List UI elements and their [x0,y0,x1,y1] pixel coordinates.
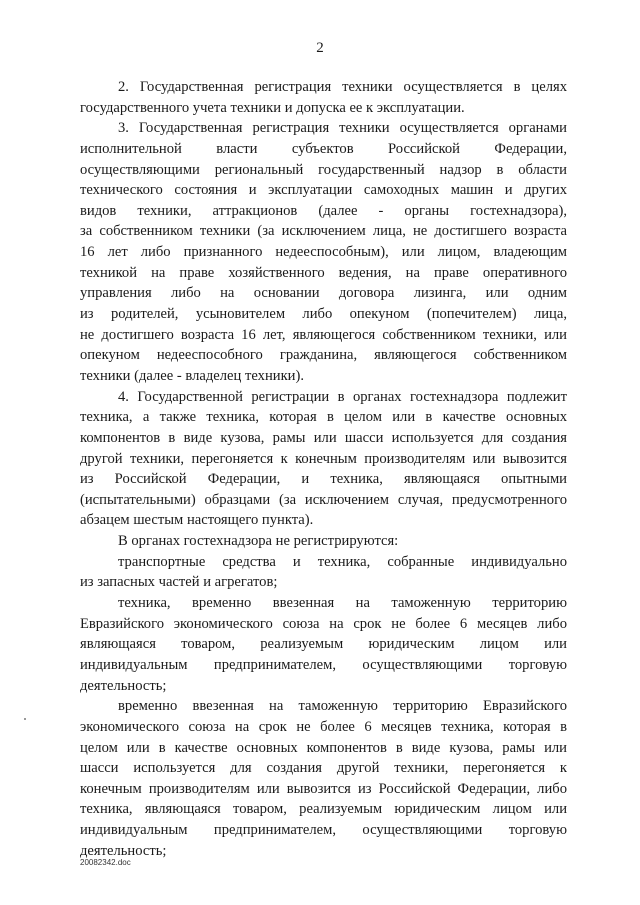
text-line: деятельность; [80,842,167,859]
paragraph [80,593,567,696]
paragraph [80,552,567,593]
text-line: конечным производителям или вывозится из Российской Федерации, либо [80,780,567,797]
text-line: техника, временно ввезенная на таможенную территорию [118,595,567,612]
text-line: 16 лет либо признанного недееспособным), или лицом, владеющим [80,244,567,261]
text-line: государственного учета техники и допуска ее к эксплуатации. [80,99,465,116]
text-line: из запасных частей и агрегатов; [80,574,278,591]
text-line: техника, а также техника, которая в целом или в качестве основных [80,409,567,426]
text-line: исполнительной власти субъектов Российской Федерации, [80,140,567,157]
text-line: В органах гостехнадзора не регистрируются: [118,533,399,550]
paragraph [80,531,567,552]
text-line: из родителей, усыновителем либо опекуном (попечителем) лица, [80,306,567,323]
text-line: 2. Государственная регистрация техники осуществляется в целях [118,79,567,95]
text-line: индивидуальным предпринимателем, осуществляющими торговую [80,656,567,673]
text-line: техника, являющаяся товаром, реализуемым юридическим лицом или [80,801,567,818]
text-line: индивидуальным предпринимателем, осуществляющими торговую [80,822,567,839]
text-line: из Российской Федерации, и техника, являющаяся опытными [80,471,567,488]
text-line: опекуном недееспособного гражданина, являющегося собственником [80,347,567,364]
text-line: деятельность; [80,677,167,694]
text-line: техники (далее - владелец техники). [80,367,304,384]
text-line: 4. Государственной регистрации в органах гостехнадзора подлежит [118,388,567,405]
text-line: шасси используется для создания другой техники, перегоняется к [80,760,567,777]
text-line: технического состояния и эксплуатации самоходных машин и других [80,182,567,199]
margin-mark [24,718,26,720]
text-line: являющаяся товаром, реализуемым юридическим лицом или [80,636,567,653]
text-line: управления либо на основании договора лизинга, или одним [80,285,567,302]
text-line: временно ввезенная на таможенную территорию Евразийского [118,698,567,715]
text-line: Евразийского экономического союза на срок не более 6 месяцев либо [80,615,567,632]
text-line: осуществляющими региональный государственный надзор в области [80,161,567,178]
paragraph [80,118,567,386]
text-line: компонентов в виде кузова, рамы или шасси используется для создания [80,429,567,446]
page-number: 2 [316,40,324,56]
paragraph [80,696,567,861]
text-line: за собственником техники (за исключением лица, не достигшего возраста [80,223,567,240]
paragraph [80,77,567,118]
text-line: не достигшего возраста 16 лет, являющегося собственником техники, или [80,326,567,343]
text-line: видов техники, аттракционов (далее - органы гостехнадзора), [80,202,567,219]
text-line: техникой на праве хозяйственного ведения, на праве оперативного [80,264,567,281]
text-line: целом или в качестве основных компонентов в виде кузова, рамы или [80,739,567,756]
document-body [80,77,567,861]
footer-file-code: 20082342.doc [80,858,131,867]
text-line: абзацем шестым настоящего пункта). [80,512,314,529]
text-line: 3. Государственная регистрация техники осуществляется органами [118,120,567,137]
text-line: (испытательными) образцами (за исключением случая, предусмотренного [80,491,567,508]
text-line: другой техники, перегоняется к конечным производителям или вывозится [80,450,567,467]
text-line: экономического союза на срок не более 6 месяцев техника, которая в [80,718,567,735]
paragraph [80,387,567,531]
text-line: транспортные средства и техника, собранные индивидуально [118,553,567,570]
